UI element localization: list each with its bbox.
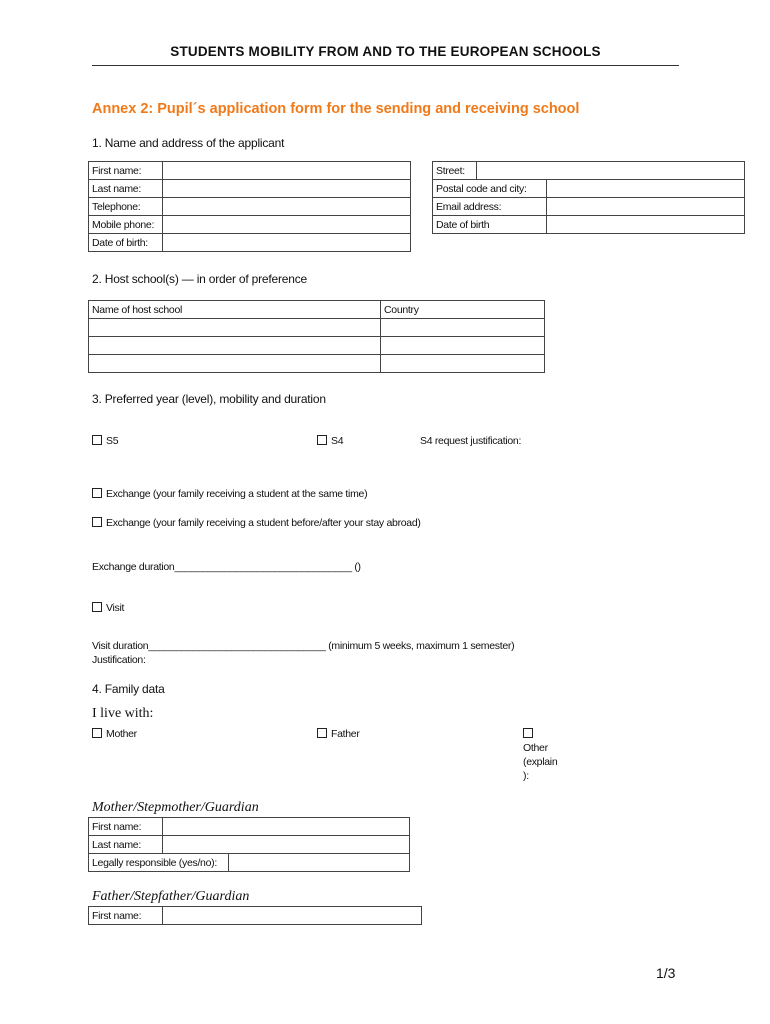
country-input[interactable] [381, 355, 545, 373]
telephone-input[interactable] [163, 198, 411, 216]
mother-first-name-input[interactable] [163, 818, 410, 836]
date-of-birth-right-input[interactable] [547, 216, 745, 234]
host-school-table [88, 300, 545, 373]
option-s4[interactable] [317, 435, 343, 447]
field-label: Telephone: [89, 198, 163, 216]
host-school-input[interactable] [89, 319, 381, 337]
table-row [89, 319, 545, 337]
field-label: Legally responsible (yes/no): [89, 854, 229, 872]
page-number: 1/3 [656, 965, 676, 981]
table-header-row [89, 301, 545, 319]
field-label: Email address: [433, 198, 547, 216]
applicant-table-left [88, 161, 411, 252]
street-input[interactable] [477, 162, 745, 180]
checkbox-icon[interactable] [92, 435, 102, 445]
exchange-duration-line[interactable]: Exchange duration________________________________ () [92, 561, 361, 573]
father-table [88, 906, 422, 925]
option-label: ): [523, 770, 529, 782]
applicant-table-right [432, 161, 745, 234]
field-label: Mobile phone: [89, 216, 163, 234]
document-title: STUDENTS MOBILITY FROM AND TO THE EUROPEAN SCHOOLS [92, 44, 679, 66]
option-label: Exchange (your family receiving a student at the same time) [106, 488, 368, 500]
field-label: First name: [89, 162, 163, 180]
field-label: Last name: [89, 836, 163, 854]
option-father[interactable] [317, 728, 360, 740]
option-exchange-same-time[interactable] [92, 488, 367, 500]
option-label: Other [523, 742, 548, 754]
field-label: Date of birth [433, 216, 547, 234]
annex-title: Annex 2: Pupil´s application form for the sending and receiving school [92, 101, 580, 117]
s4-justification-label: S4 request justification: [420, 435, 522, 447]
field-label: First name: [89, 907, 163, 925]
table-row [433, 216, 745, 234]
option-mother[interactable] [92, 728, 137, 740]
table-row [89, 836, 410, 854]
mobile-phone-input[interactable] [163, 216, 411, 234]
checkbox-icon[interactable] [317, 728, 327, 738]
table-row [433, 198, 745, 216]
field-label: Last name: [89, 180, 163, 198]
first-name-input[interactable] [163, 162, 411, 180]
checkbox-icon[interactable] [92, 488, 102, 498]
mother-heading: Mother/Stepmother/Guardian [92, 800, 259, 815]
host-school-input[interactable] [89, 337, 381, 355]
option-label: Visit [106, 602, 125, 614]
mother-table [88, 817, 410, 872]
checkbox-icon[interactable] [523, 728, 533, 738]
checkbox-icon[interactable] [92, 728, 102, 738]
field-label: Street: [433, 162, 477, 180]
email-input[interactable] [547, 198, 745, 216]
option-label: S4 [331, 435, 344, 447]
table-row [89, 818, 410, 836]
postal-code-city-input[interactable] [547, 180, 745, 198]
table-row [89, 337, 545, 355]
section1-heading: 1. Name and address of the applicant [92, 136, 285, 150]
option-visit[interactable] [92, 602, 124, 614]
section2-heading: 2. Host school(s) — in order of preference [92, 272, 308, 286]
option-label: (explain [523, 756, 558, 768]
table-row [89, 216, 411, 234]
option-label: S5 [106, 435, 119, 447]
mother-last-name-input[interactable] [163, 836, 410, 854]
justification-label: Justification: [92, 654, 146, 666]
mother-legally-responsible-input[interactable] [229, 854, 410, 872]
table-row [89, 355, 545, 373]
table-row [89, 180, 411, 198]
option-other[interactable] [523, 727, 557, 783]
visit-duration-line[interactable]: Visit duration________________________________ (minimum 5 weeks, maximum 1 semester) [92, 640, 515, 652]
live-with-label: I live with: [92, 706, 154, 721]
table-row [89, 907, 422, 925]
country-input[interactable] [381, 319, 545, 337]
option-label: Mother [106, 728, 137, 740]
father-heading: Father/Stepfather/Guardian [92, 889, 250, 904]
last-name-input[interactable] [163, 180, 411, 198]
checkbox-icon[interactable] [92, 602, 102, 612]
field-label: Date of birth: [89, 234, 163, 252]
column-header-school: Name of host school [89, 301, 381, 319]
option-s5[interactable] [92, 435, 118, 447]
option-label: Exchange (your family receiving a student before/after your stay abroad) [106, 517, 421, 529]
table-row [89, 234, 411, 252]
table-row [89, 854, 410, 872]
host-school-input[interactable] [89, 355, 381, 373]
option-label: Father [331, 728, 360, 740]
field-label: Postal code and city: [433, 180, 547, 198]
father-first-name-input[interactable] [163, 907, 422, 925]
date-of-birth-input[interactable] [163, 234, 411, 252]
checkbox-icon[interactable] [317, 435, 327, 445]
section4-heading: 4. Family data [92, 682, 165, 696]
column-header-country: Country [381, 301, 545, 319]
table-row [433, 180, 745, 198]
field-label: First name: [89, 818, 163, 836]
section3-heading: 3. Preferred year (level), mobility and duration [92, 392, 326, 406]
table-row [433, 162, 745, 180]
table-row [89, 162, 411, 180]
option-exchange-before-after[interactable] [92, 517, 421, 529]
checkbox-icon[interactable] [92, 517, 102, 527]
country-input[interactable] [381, 337, 545, 355]
table-row [89, 198, 411, 216]
